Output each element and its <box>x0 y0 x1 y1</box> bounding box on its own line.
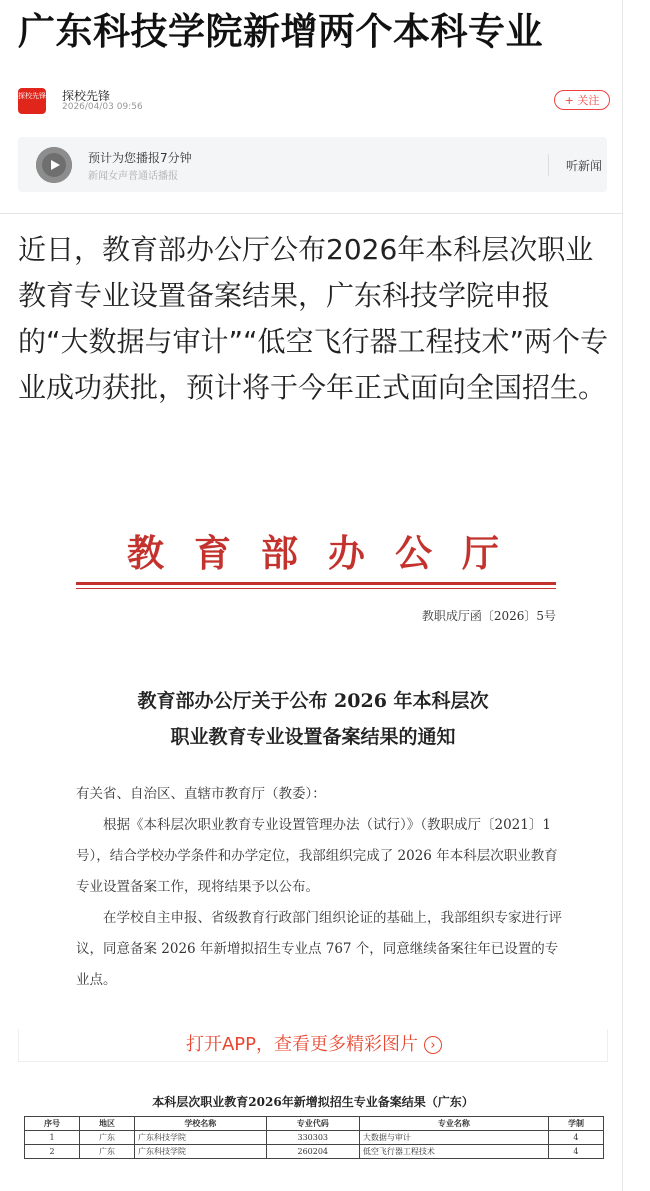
table-header-cell: 专业代码 <box>266 1117 359 1131</box>
document-paragraph: 根据《本科层次职业教育专业设置管理办法（试行）》（教职成厅〔2021〕1 号），结合学校办学条件和办学定位，我部组织完成了 2026 年本科层次职业教育专业设置备案工作，现将结果予以公布。 <box>76 817 558 895</box>
author-row <box>18 84 610 120</box>
table-header-row <box>25 1117 604 1131</box>
table-cell: 广东 <box>80 1145 135 1159</box>
audio-player[interactable] <box>18 137 607 192</box>
audio-duration-label: 预计为您播报7分钟 <box>88 151 192 165</box>
chevron-right-circle-icon: › <box>424 1036 442 1054</box>
table-header-cell: 专业名称 <box>359 1117 548 1131</box>
document-body <box>76 779 566 996</box>
table-cell: 低空飞行器工程技术 <box>359 1145 548 1159</box>
table-header-cell: 地区 <box>80 1117 135 1131</box>
listen-news-button[interactable]: 听新闻 <box>566 159 603 173</box>
table-cell: 260204 <box>266 1145 359 1159</box>
document-title-line1: 教育部办公厅关于公布 2026 年本科层次 <box>137 690 489 712</box>
audio-voice-label: 新闻女声普通话播报 <box>88 171 178 182</box>
document-paragraph: 在学校自主申报、省级教育行政部门组织论证的基础上，我部组织专家进行评议，同意备案 2026 年新增拟招生专业点 767 个，同意继续备案往年已设置的专业点。 <box>76 910 562 988</box>
table-cell: 330303 <box>266 1131 359 1145</box>
play-icon[interactable] <box>36 147 72 183</box>
table-cell: 2 <box>25 1145 80 1159</box>
open-app-link[interactable] <box>19 1029 609 1061</box>
author-avatar[interactable]: 探校先锋 <box>18 88 46 114</box>
audio-divider <box>548 154 549 176</box>
article-body: 近日，教育部办公厅公布2026年本科层次职业教育专业设置备案结果，广东科技学院申报的“大数据与审计”“低空飞行器工程技术”两个专业成功获批，预计将于今年正式面向全国招生。 <box>18 233 609 404</box>
document-red-rule-thin <box>76 588 556 589</box>
table-cell: 大数据与审计 <box>359 1131 548 1145</box>
author-name[interactable]: 探校先锋 <box>62 89 111 103</box>
document-title <box>18 683 608 755</box>
section-divider <box>0 213 622 214</box>
table-title: 本科层次职业教育2026年新增拟招生专业备案结果（广东） <box>152 1095 474 1109</box>
table-row <box>25 1131 604 1145</box>
document-image[interactable] <box>18 503 608 1030</box>
document-number: 教职成厅函〔2026〕5号 <box>421 609 556 623</box>
table-row <box>25 1145 604 1159</box>
open-app-banner[interactable] <box>18 1029 608 1062</box>
publish-time: 2026/04/03 09:56 <box>62 102 143 112</box>
table-cell: 4 <box>548 1145 603 1159</box>
table-header-cell: 学制 <box>548 1117 603 1131</box>
document-red-rule <box>76 582 556 585</box>
follow-button[interactable]: + 关注 <box>554 90 610 110</box>
table-header-cell: 序号 <box>25 1117 80 1131</box>
article-title: 广东科技学院新增两个本科专业 <box>18 10 543 53</box>
table-cell: 广东科技学院 <box>135 1131 267 1145</box>
table-header-cell: 学校名称 <box>135 1117 267 1131</box>
table-cell: 4 <box>548 1131 603 1145</box>
document-salutation: 有关省、自治区、直辖市教育厅（教委）： <box>76 786 326 802</box>
result-table-image[interactable] <box>18 1093 608 1159</box>
document-title-line2: 职业教育专业设置备案结果的通知 <box>170 726 456 748</box>
open-app-label: 打开APP，查看更多精彩图片 <box>185 1034 419 1055</box>
table-cell: 1 <box>25 1131 80 1145</box>
result-table <box>24 1116 604 1159</box>
table-cell: 广东科技学院 <box>135 1145 267 1159</box>
table-cell: 广东 <box>80 1131 135 1145</box>
document-header: 教育部办公厅 <box>127 531 529 575</box>
